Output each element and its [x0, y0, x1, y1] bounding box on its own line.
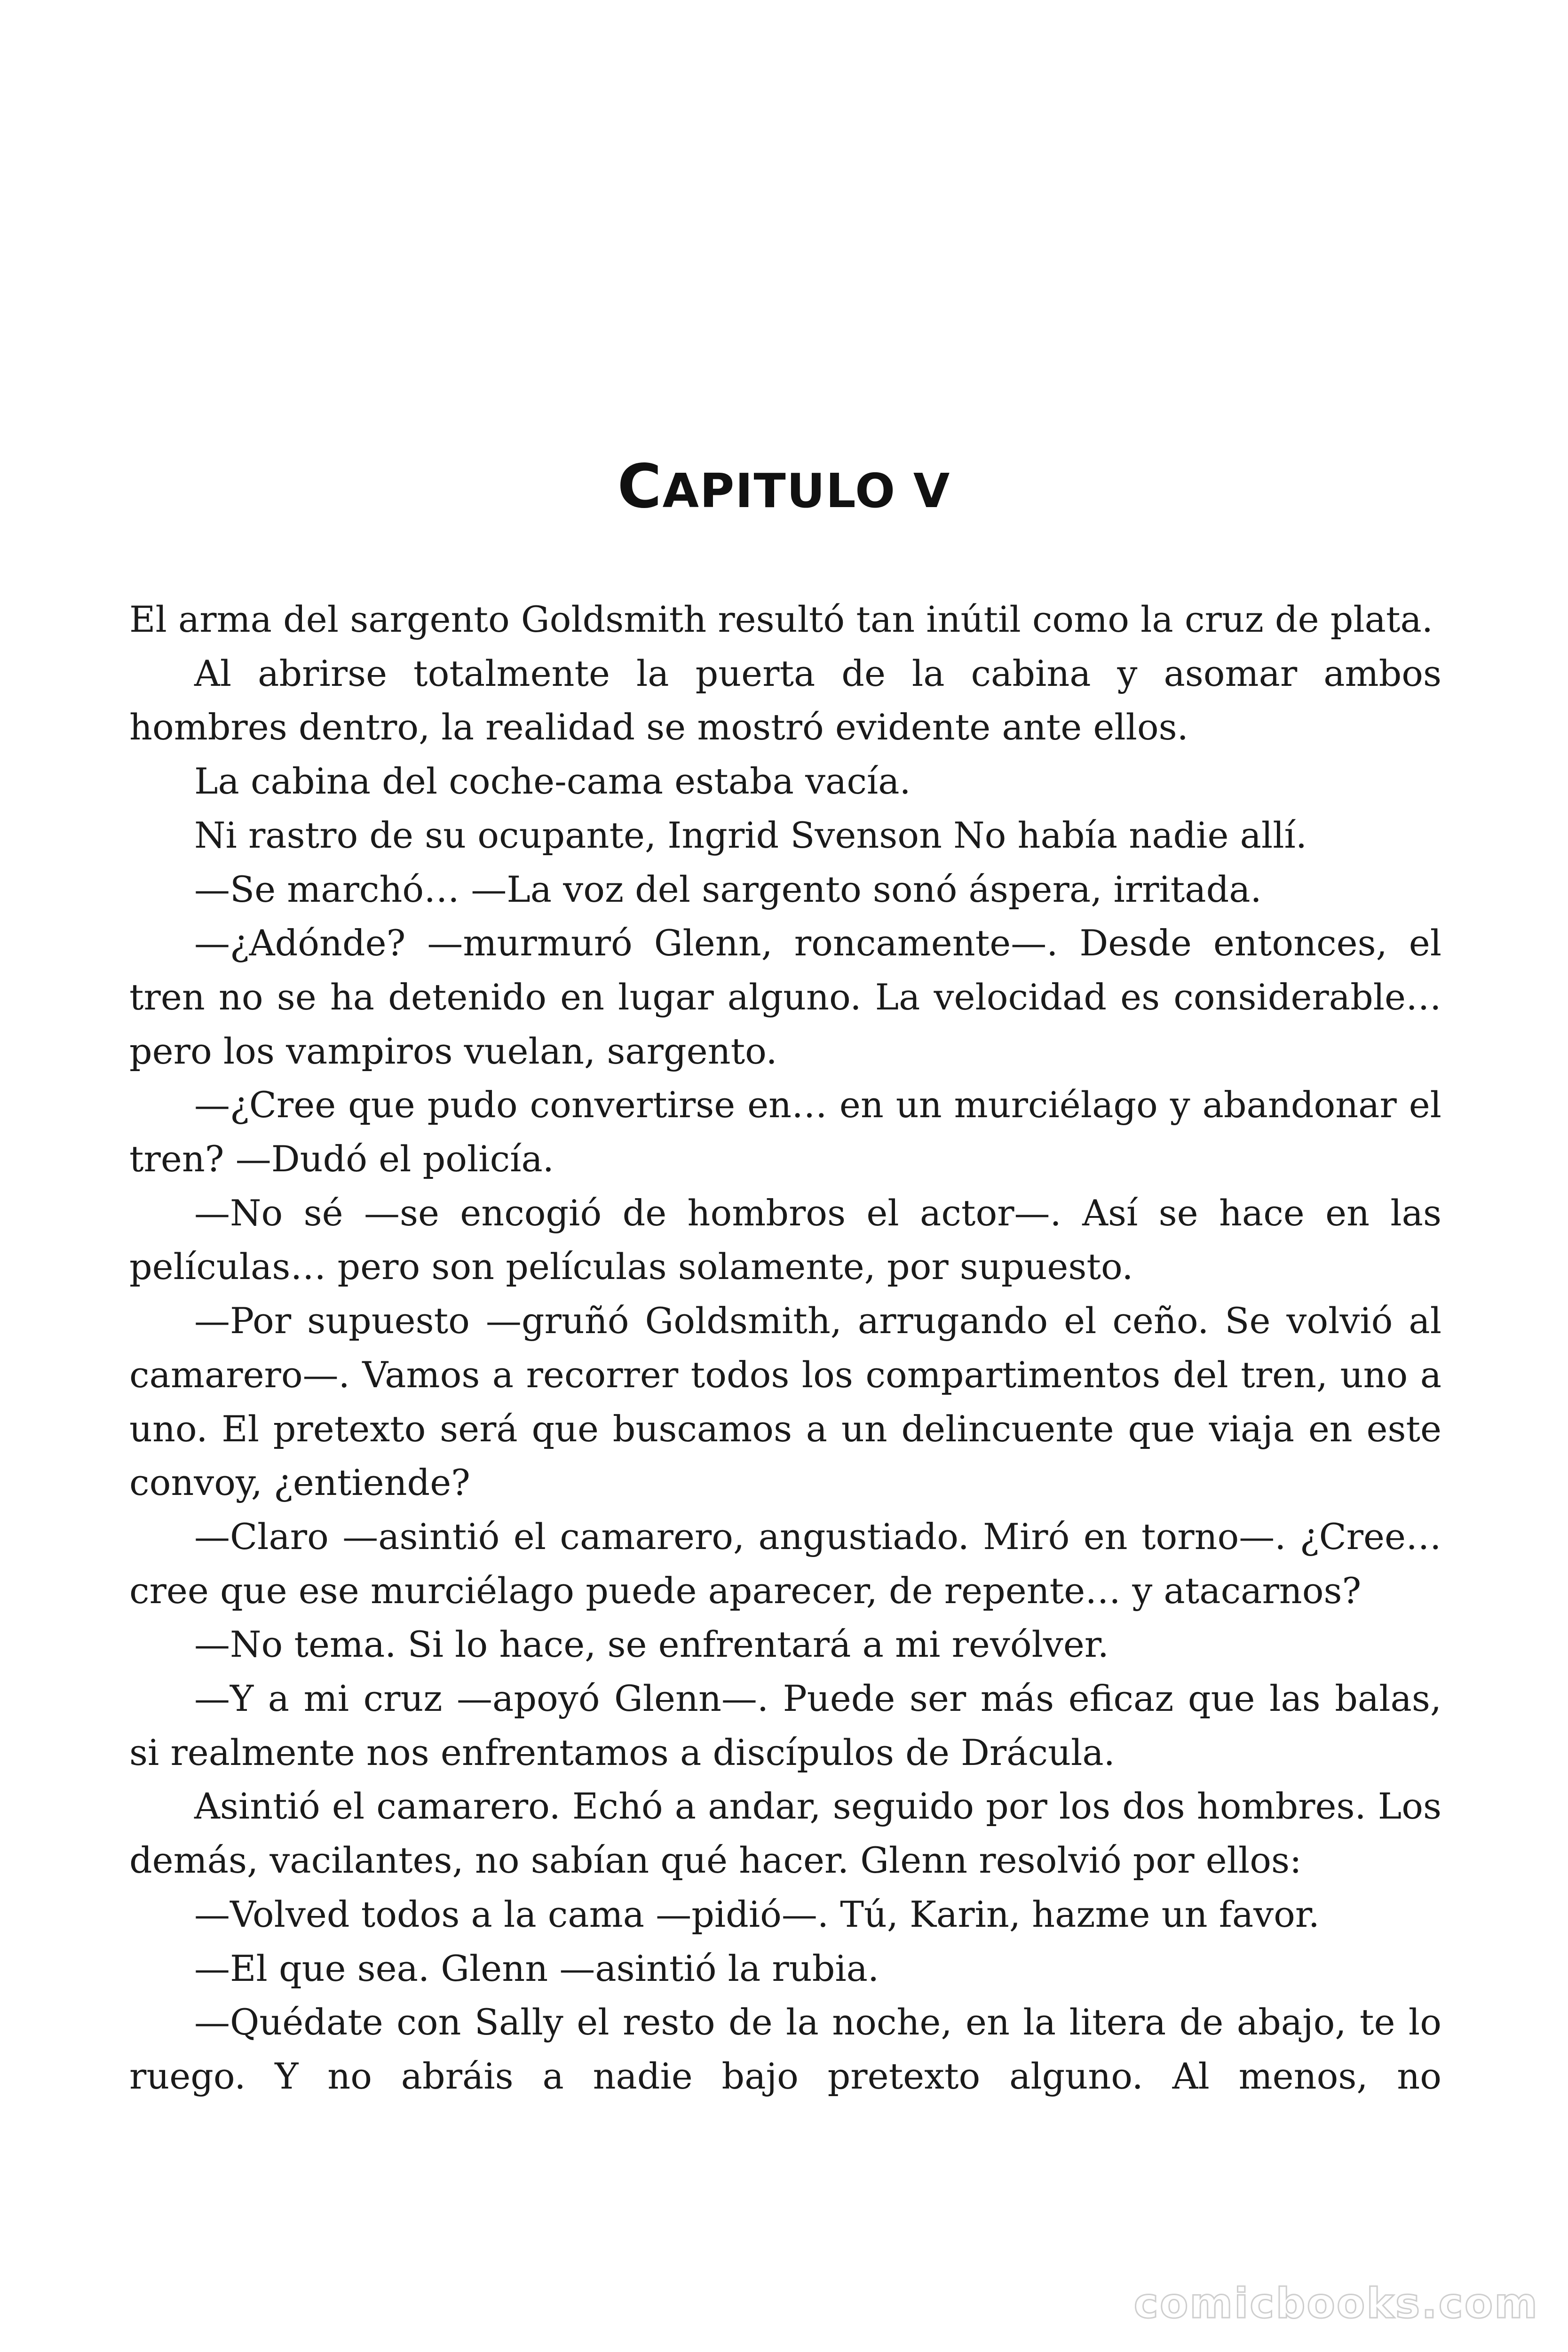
- chapter-title: [0, 452, 1568, 522]
- paragraph: Al abrirse totalmente la puerta de la cabina y asomar ambos hombres dentro, la realidad se mostró evidente ante ellos.: [129, 652, 1441, 748]
- paragraph: La cabina del coche-cama estaba vacía.: [194, 760, 911, 803]
- watermark: comicbooks.com: [1133, 2279, 1539, 2328]
- paragraph: —El que sea. Glenn —asintió la rubia.: [194, 1947, 879, 1989]
- paragraph: —Volved todos a la cama —pidió—. Tú, Karin, hazme un favor.: [194, 1893, 1320, 1935]
- chapter-body: [129, 593, 1441, 2104]
- paragraph: —Claro —asintió el camarero, angustiado. Miró en torno—. ¿Cree… cree que ese murciélago puede aparecer, de repente… y atacarnos?: [129, 1515, 1441, 1612]
- paragraph: —No sé —se encogió de hombros el actor—. Así se hace en las películas… pero son películas solamente, por supuesto.: [129, 1192, 1441, 1288]
- paragraph: Ni rastro de su ocupante, Ingrid Svenson No había nadie allí.: [194, 814, 1307, 856]
- chapter-title-rest: APITULO V: [662, 463, 951, 518]
- paragraph: —Por supuesto —gruñó Goldsmith, arrugando el ceño. Se volvió al camarero—. Vamos a recorrer todos los compartimentos del tren, uno a uno. El pretexto será que buscamos a un delincuente que viaja en este convoy, ¿entiende?: [129, 1300, 1441, 1504]
- paragraph: —¿Adónde? —murmuró Glenn, roncamente—. Desde entonces, el tren no se ha detenido en lugar alguno. La velocidad es considerable… pero los vampiros vuelan, sargento.: [129, 922, 1441, 1072]
- paragraph: —¿Cree que pudo convertirse en… en un murciélago y abandonar el tren? —Dudó el policía.: [129, 1084, 1441, 1180]
- paragraph: —Se marchó… —La voz del sargento sonó áspera, irritada.: [194, 868, 1262, 910]
- paragraph: —Quédate con Sally el resto de la noche, en la litera de abajo, te lo ruego. Y no abráis a nadie bajo pretexto alguno. Al menos, no: [129, 2001, 1441, 2097]
- paragraph: —No tema. Si lo hace, se enfrentará a mi revólver.: [194, 1623, 1109, 1666]
- chapter-title-initial: C: [617, 452, 663, 522]
- paragraph: Asintió el camarero. Echó a andar, seguido por los dos hombres. Los demás, vacilantes, no sabían qué hacer. Glenn resolvió por ellos:: [129, 1785, 1441, 1882]
- paragraph: El arma del sargento Goldsmith resultó tan inútil como la cruz de plata.: [129, 598, 1433, 640]
- paragraph: —Y a mi cruz —apoyó Glenn—. Puede ser más eficaz que las balas, si realmente nos enfrentamos a discípulos de Drácula.: [129, 1677, 1441, 1773]
